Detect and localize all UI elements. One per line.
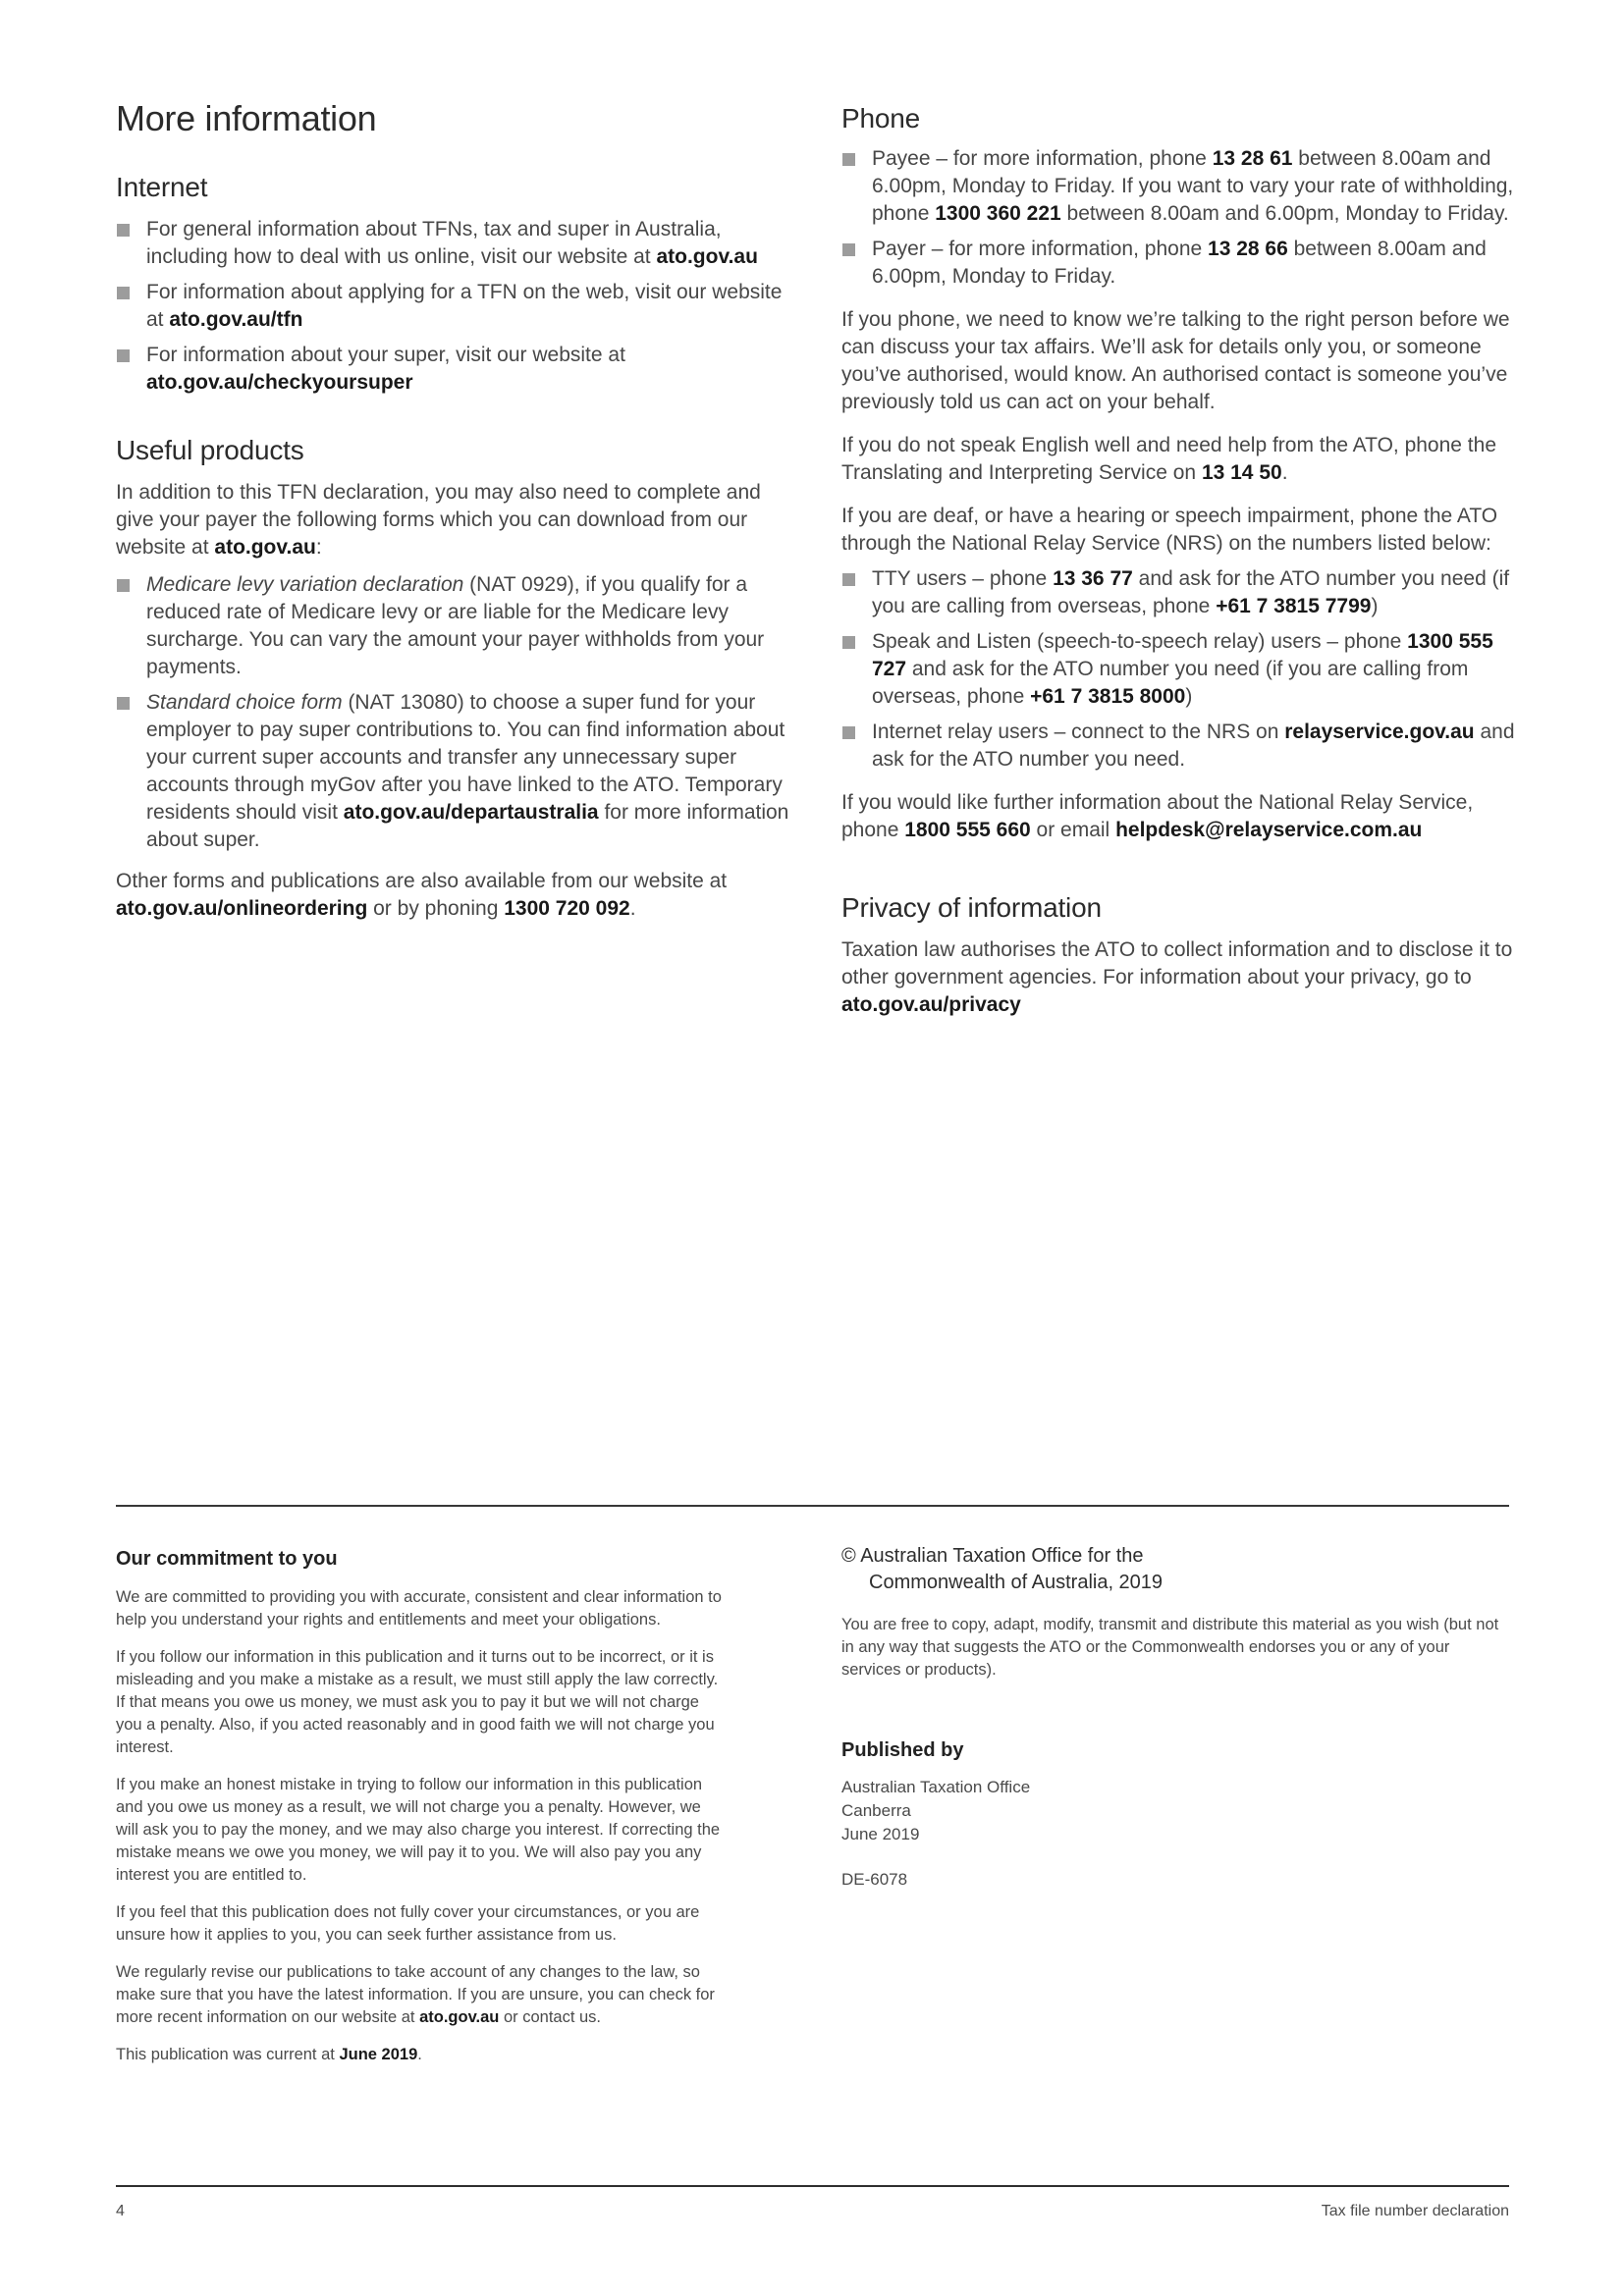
- phone-heading: Phone: [841, 103, 920, 133]
- list-item: [841, 719, 1517, 774]
- section-internet: [116, 171, 799, 397]
- footer-rule: [116, 2185, 1509, 2187]
- bullet-square-icon: [842, 573, 855, 586]
- privacy-heading: Privacy of information: [841, 892, 1102, 923]
- publisher-date: June 2019: [841, 1825, 920, 1843]
- commitment-paragraph: If you follow our information in this publication and it turns out to be incorrect, or it is misleading and you make a mistake as a result, we must still apply the law correctly. If that means you owe us money, we must ask you to pay it but we will not charge you a penalty. Also, if you acted reasonably and in good faith we will not charge you interest.: [116, 1648, 719, 1756]
- list-item: [116, 279, 799, 334]
- list-item-text: Speak and Listen (speech-to-speech relay) users – phone 1300 555 727 and ask for the ATO number you need (if you are calling from overseas, phone +61 7 3815 8000): [872, 630, 1493, 708]
- section-useful-products: [116, 434, 799, 923]
- list-item: [841, 236, 1517, 291]
- list-item-text: Internet relay users – connect to the NRS on relayservice.gov.au and ask for the ATO number you need.: [872, 721, 1515, 771]
- horizontal-rule: [116, 1505, 1509, 1507]
- list-item-text: Payer – for more information, phone 13 28 66 between 8.00am and 6.00pm, Monday to Friday.: [872, 238, 1487, 288]
- bullet-square-icon: [117, 349, 130, 362]
- page-footer: [116, 2202, 1509, 2221]
- copyright-line1: © Australian Taxation Office for the: [841, 1545, 1144, 1567]
- publication-code: DE-6078: [841, 1870, 908, 1889]
- copyright-title: [841, 1543, 1509, 1596]
- list-item: [116, 216, 799, 271]
- copyright-section: [841, 1543, 1509, 1892]
- published-by-heading: Published by: [841, 1739, 964, 1761]
- phone-identity-paragraph: If you phone, we need to know we’re talking to the right person before we can discuss your tax affairs. We’ll ask for details only you, or someone you’ve authorised, would know. An authorised contact is someone you’ve previously told us can act on your behalf.: [841, 308, 1510, 413]
- useful-products-list: [116, 571, 799, 854]
- privacy-paragraph: Taxation law authorises the ATO to collect information and to disclose it to other government agencies. For information about your privacy, go to ato.gov.au/privacy: [841, 938, 1513, 1016]
- phone-language-paragraph: If you do not speak English well and need help from the ATO, phone the Translating and Interpreting Service on 13 14 50.: [841, 434, 1496, 484]
- bullet-square-icon: [117, 287, 130, 299]
- bullet-square-icon: [842, 153, 855, 166]
- list-item-text: Standard choice form (NAT 13080) to choose a super fund for your employer to pay super contributions to. You can find information about your current super accounts and transfer any unnecessary super accounts through myGov after you have linked to the ATO. Temporary residents should visit ato.gov.au/departaustralia for more information about super.: [146, 691, 789, 851]
- right-column: [841, 98, 1517, 1019]
- copyright-body: You are free to copy, adapt, modify, transmit and distribute this material as you wish (but not in any way that suggests the ATO or the Commonwealth endorses you or any of your services or products).: [841, 1616, 1499, 1679]
- page-number: 4: [116, 2203, 125, 2219]
- list-item-text: TTY users – phone 13 36 77 and ask for the ATO number you need (if you are calling from overseas, phone +61 7 3815 7799): [872, 567, 1510, 617]
- useful-products-intro: In addition to this TFN declaration, you may also need to complete and give your payer the following forms which you can download from our website at ato.gov.au:: [116, 481, 761, 559]
- phone-nrs-intro-paragraph: If you are deaf, or have a hearing or speech impairment, phone the ATO through the National Relay Service (NRS) on the numbers listed below:: [841, 505, 1498, 555]
- list-item: [116, 689, 799, 854]
- list-item-text: For information about applying for a TFN on the web, visit our website at ato.gov.au/tfn: [146, 281, 783, 331]
- list-item: [841, 628, 1517, 711]
- commitment-paragraph: We regularly revise our publications to take account of any changes to the law, so make sure that you have the latest information. If you are unsure, you can check for more recent information on our website at ato.gov.au or contact us.: [116, 1963, 715, 2026]
- list-item-text: Payee – for more information, phone 13 28 61 between 8.00am and 6.00pm, Monday to Friday. If you want to vary your rate of withholding, phone 1300 360 221 between 8.00am and 6.00pm, Monday to Friday.: [872, 147, 1514, 225]
- phone-list: [841, 145, 1517, 291]
- internet-heading: Internet: [116, 172, 208, 202]
- commitment-heading: Our commitment to you: [116, 1548, 338, 1570]
- list-item: [841, 565, 1517, 620]
- publisher-org: Australian Taxation Office: [841, 1778, 1031, 1796]
- bullet-square-icon: [842, 636, 855, 649]
- internet-list: [116, 216, 799, 397]
- list-item: [841, 145, 1517, 228]
- list-item: [116, 342, 799, 397]
- nrs-list: [841, 565, 1517, 774]
- document-title: Tax file number declaration: [1321, 2203, 1509, 2219]
- left-column: [116, 98, 799, 923]
- useful-products-outro: Other forms and publications are also available from our website at ato.gov.au/onlineordering or by phoning 1300 720 092.: [116, 870, 728, 920]
- section-privacy: [841, 891, 1517, 1019]
- commitment-paragraph: We are committed to providing you with accurate, consistent and clear information to help you understand your rights and entitlements and meet your obligations.: [116, 1588, 722, 1629]
- commitment-paragraph: This publication was current at June 2019.: [116, 2046, 422, 2063]
- commitment-section: [116, 1547, 723, 2081]
- bullet-square-icon: [842, 243, 855, 256]
- list-item: [116, 571, 799, 681]
- commitment-paragraph: If you make an honest mistake in trying to follow our information in this publication and you owe us money as a result, we will not charge you a penalty. However, we will ask you to pay the money, and we may also charge you interest. If correcting the mistake means we owe you money, we will pay it to you. We will also pay you any interest you are entitled to.: [116, 1776, 721, 1884]
- nrs-more-info-paragraph: If you would like further information about the National Relay Service, phone 1800 555 660 or email helpdesk@relayservice.com.au: [841, 791, 1474, 841]
- list-item-text: For general information about TFNs, tax and super in Australia, including how to deal with us online, visit our website at ato.gov.au: [146, 218, 758, 268]
- useful-products-heading: Useful products: [116, 435, 304, 465]
- bullet-square-icon: [842, 726, 855, 739]
- commitment-paragraph: If you feel that this publication does not fully cover your circumstances, or you are unsure how it applies to you, you can seek further assistance from us.: [116, 1903, 700, 1944]
- page-title: More information: [116, 98, 377, 138]
- publisher-city: Canberra: [841, 1801, 911, 1820]
- bullet-square-icon: [117, 697, 130, 710]
- list-item-text: For information about your super, visit our website at ato.gov.au/checkyoursuper: [146, 344, 625, 394]
- bullet-square-icon: [117, 224, 130, 237]
- bullet-square-icon: [117, 579, 130, 592]
- copyright-line2: Commonwealth of Australia, 2019: [869, 1572, 1164, 1593]
- list-item-text: Medicare levy variation declaration (NAT 0929), if you qualify for a reduced rate of Medicare levy or are liable for the Medicare levy surcharge. You can vary the amount your payer withholds from your payments.: [146, 573, 765, 678]
- section-phone: [841, 102, 1517, 844]
